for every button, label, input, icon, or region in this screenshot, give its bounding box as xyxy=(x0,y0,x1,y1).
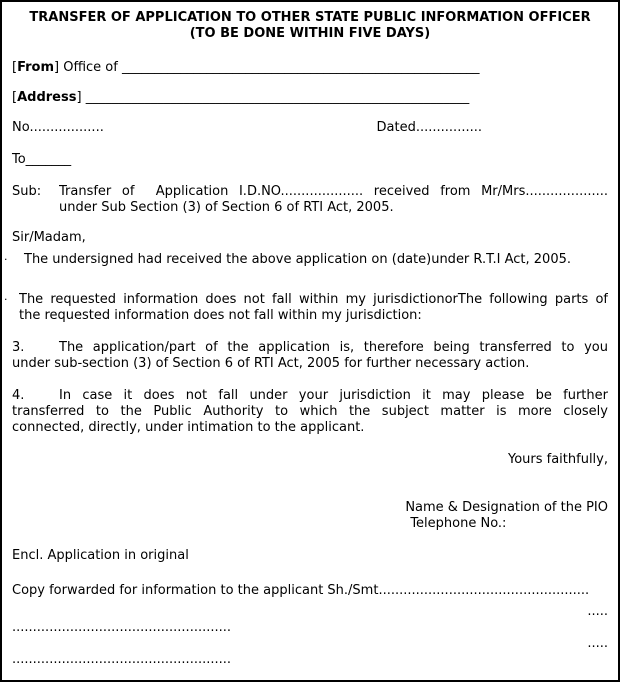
signature-name-designation: Name & Designation of the PIO xyxy=(405,500,608,515)
closing-salutation: Yours faithfully, xyxy=(507,452,608,467)
subject-body xyxy=(59,184,608,216)
salutation: Sir/Madam, xyxy=(12,230,86,245)
address-bracket-open: [ xyxy=(12,90,18,105)
bullet-icon: · xyxy=(4,293,8,306)
paragraph-3-line-1: The application/part of the application is, therefore being transferred to you xyxy=(59,340,608,355)
number-field: No.................. xyxy=(12,120,104,135)
address-after: ] xyxy=(76,90,86,105)
from-label: From xyxy=(17,60,55,75)
dotted-line-left-2: ..................................................... xyxy=(12,652,232,667)
bullet-2-line-2: the requested information does not fall within my jurisdiction: xyxy=(19,308,422,323)
from-line xyxy=(12,60,608,76)
paragraph-3-number: 3. xyxy=(12,340,25,355)
from-after: ] Office of xyxy=(54,60,122,75)
paragraph-4 xyxy=(12,388,608,436)
address-label: Address xyxy=(17,90,77,105)
address-blank-line: ___________________________________________________________ xyxy=(85,90,470,105)
address-line xyxy=(12,90,608,106)
from-bracket-open: [ xyxy=(12,60,18,75)
paragraph-3-line-2: under sub-section (3) of Section 6 of RTI Act, 2005 for further necessary action. xyxy=(12,356,530,371)
paragraph-3 xyxy=(12,340,608,372)
paragraph-4-number: 4. xyxy=(12,388,25,403)
copy-forwarded-line: Copy forwarded for information to the applicant Sh./Smt................................................... xyxy=(12,583,590,598)
bullet-icon: · xyxy=(4,253,8,266)
bullet-item-2 xyxy=(4,292,608,324)
bullet-item-1 xyxy=(4,252,608,268)
bullet-1-text: The undersigned had received the above application on (date)under R.T.I Act, 2005. xyxy=(24,252,572,267)
dotted-line-left-1: ..................................................... xyxy=(12,620,232,635)
to-line: To_______ xyxy=(12,152,72,167)
dotted-line-right-1: ..... xyxy=(587,604,608,619)
bullet-2-text xyxy=(16,292,608,324)
title-line-1: TRANSFER OF APPLICATION TO OTHER STATE PUBLIC INFORMATION OFFICER xyxy=(29,10,591,25)
paragraph-4-line-3: connected, directly, under intimation to the applicant. xyxy=(12,420,365,435)
paragraph-4-line-1: In case it does not fall under your jurisdiction it may please be further xyxy=(59,388,608,403)
subject-line-2: under Sub Section (3) of Section 6 of RTI Act, 2005. xyxy=(59,200,394,215)
document-title xyxy=(12,10,608,42)
signature-telephone: Telephone No.: xyxy=(410,516,507,531)
no-dated-row xyxy=(12,120,608,136)
paragraph-4-line-2: transferred to the Public Authority to which the subject matter is more closely xyxy=(12,404,608,419)
enclosure-note: Encl. Application in original xyxy=(12,548,189,563)
bullet-2-line-1: The requested information does not fall within my jurisdictionorThe following parts of xyxy=(19,292,608,307)
from-blank-line: _______________________________________________________ xyxy=(121,60,480,75)
title-line-2: (TO BE DONE WITHIN FIVE DAYS) xyxy=(189,26,431,41)
subject-row xyxy=(12,184,608,216)
subject-label: Sub: xyxy=(12,184,42,199)
signature-block xyxy=(405,500,608,532)
dated-field: Dated................ xyxy=(376,120,482,135)
subject-line-1: Transfer of Application I.D.NO.................... received from Mr/Mrs.................... xyxy=(59,184,608,199)
dotted-line-right-2: ..... xyxy=(587,636,608,651)
